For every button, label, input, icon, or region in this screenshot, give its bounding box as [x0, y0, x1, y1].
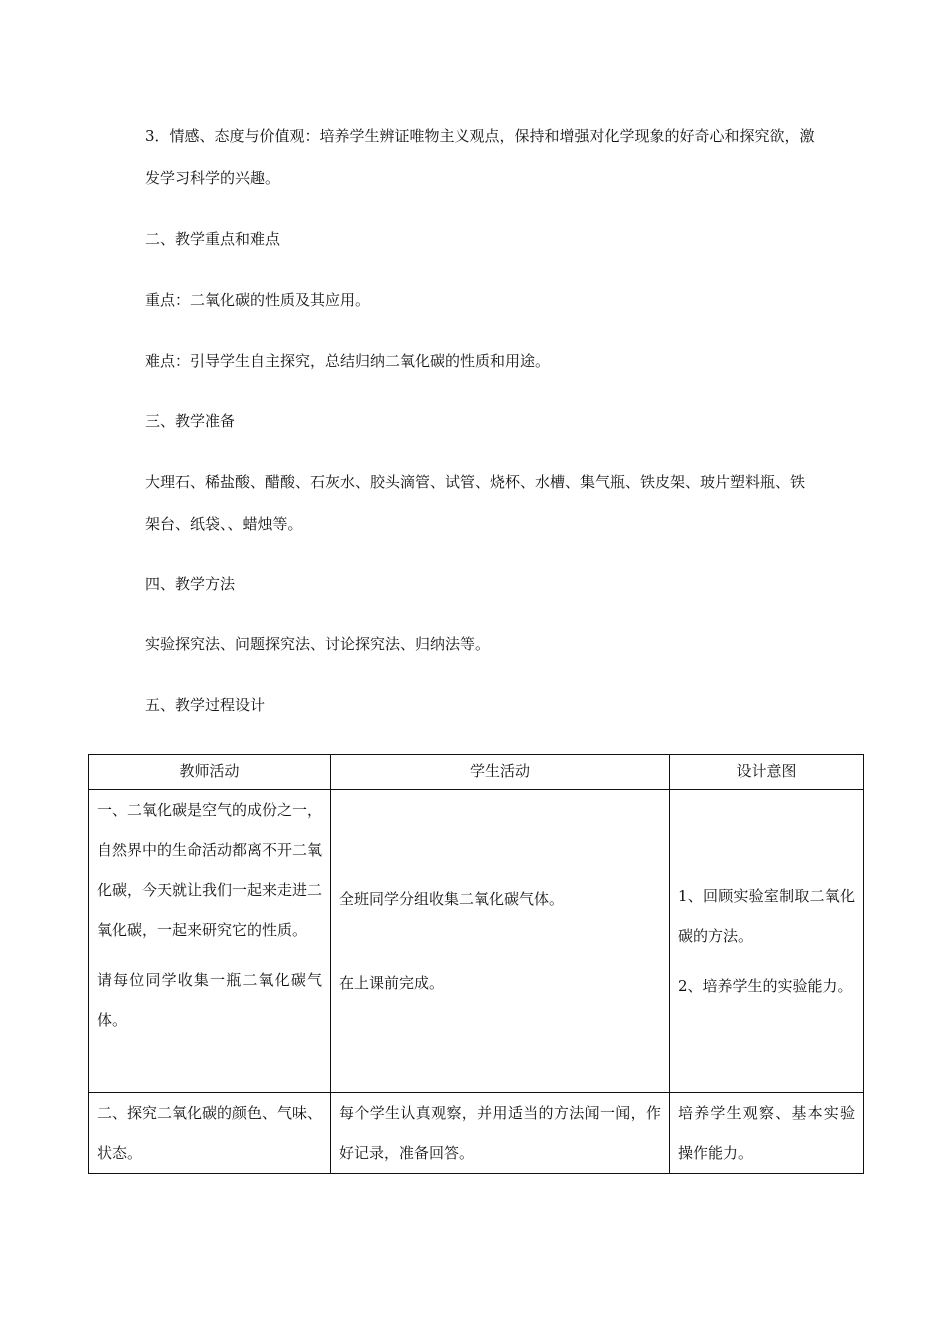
header-student-activity: 学生活动: [331, 755, 670, 790]
table-header-row: [89, 755, 864, 790]
section-heading-key-points: 二、教学重点和难点: [145, 230, 281, 248]
design-intent-item-1: 1、回顾实验室制取二氧化碳的方法。: [678, 887, 855, 945]
section-heading-preparation: 三、教学准备: [145, 412, 236, 430]
materials-paragraph: 大理石、稀盐酸、醋酸、石灰水、胶头滴管、试管、烧杯、水槽、集气瓶、铁皮架、玻片塑料瓶、铁架台、纸袋、、蜡烛等。: [145, 473, 806, 533]
section-heading-process: 五、教学过程设计: [145, 696, 266, 714]
teacher-activity-cell: [89, 1093, 331, 1174]
design-intent-cell: [670, 790, 864, 1093]
table-row: [89, 1093, 864, 1174]
header-design-intent: 设计意图: [670, 755, 864, 790]
table-row: [89, 790, 864, 1093]
section-heading-methods: 四、教学方法: [145, 575, 236, 593]
student-activity-text: 全班同学分组收集二氧化碳气体。: [339, 890, 565, 908]
design-intent-text: 培养学生观察、基本实验操作能力。: [678, 1104, 855, 1162]
difficulty-paragraph: 难点：引导学生自主探究，总结归纳二氧化碳的性质和用途。: [145, 352, 551, 370]
teacher-activity-text: 一、二氧化碳是空气的成份之一，自然界中的生命活动都离不开二氧化碳，今天就让我们一起来走进二氧化碳，一起来研究它的性质。: [97, 801, 323, 939]
design-intent-cell: [670, 1093, 864, 1174]
student-activity-cell: [331, 790, 670, 1093]
teacher-activity-text: 二、探究二氧化碳的颜色、气味、状态。: [97, 1104, 323, 1162]
affect-goal-paragraph: 3．情感、态度与价值观：培养学生辨证唯物主义观点，保持和增强对化学现象的好奇心和探究欲，激发学习科学的兴趣。: [145, 127, 815, 187]
design-intent-item-2: 2、培养学生的实验能力。: [678, 977, 853, 995]
key-point-paragraph: 重点：二氧化碳的性质及其应用。: [145, 291, 371, 309]
student-activity-text: 每个学生认真观察，并用适当的方法闻一闻，作好记录，准备回答。: [339, 1104, 661, 1162]
student-activity-cell: [331, 1093, 670, 1174]
lesson-process-table: [88, 754, 864, 1174]
methods-paragraph: 实验探究法、问题探究法、讨论探究法、归纳法等。: [145, 635, 491, 653]
teacher-activity-cell: [89, 790, 331, 1093]
teacher-activity-task: 请每位同学收集一瓶二氧化碳气体。: [97, 971, 322, 1029]
header-teacher-activity: 教师活动: [89, 755, 331, 790]
student-activity-note: 在上课前完成。: [339, 974, 445, 992]
